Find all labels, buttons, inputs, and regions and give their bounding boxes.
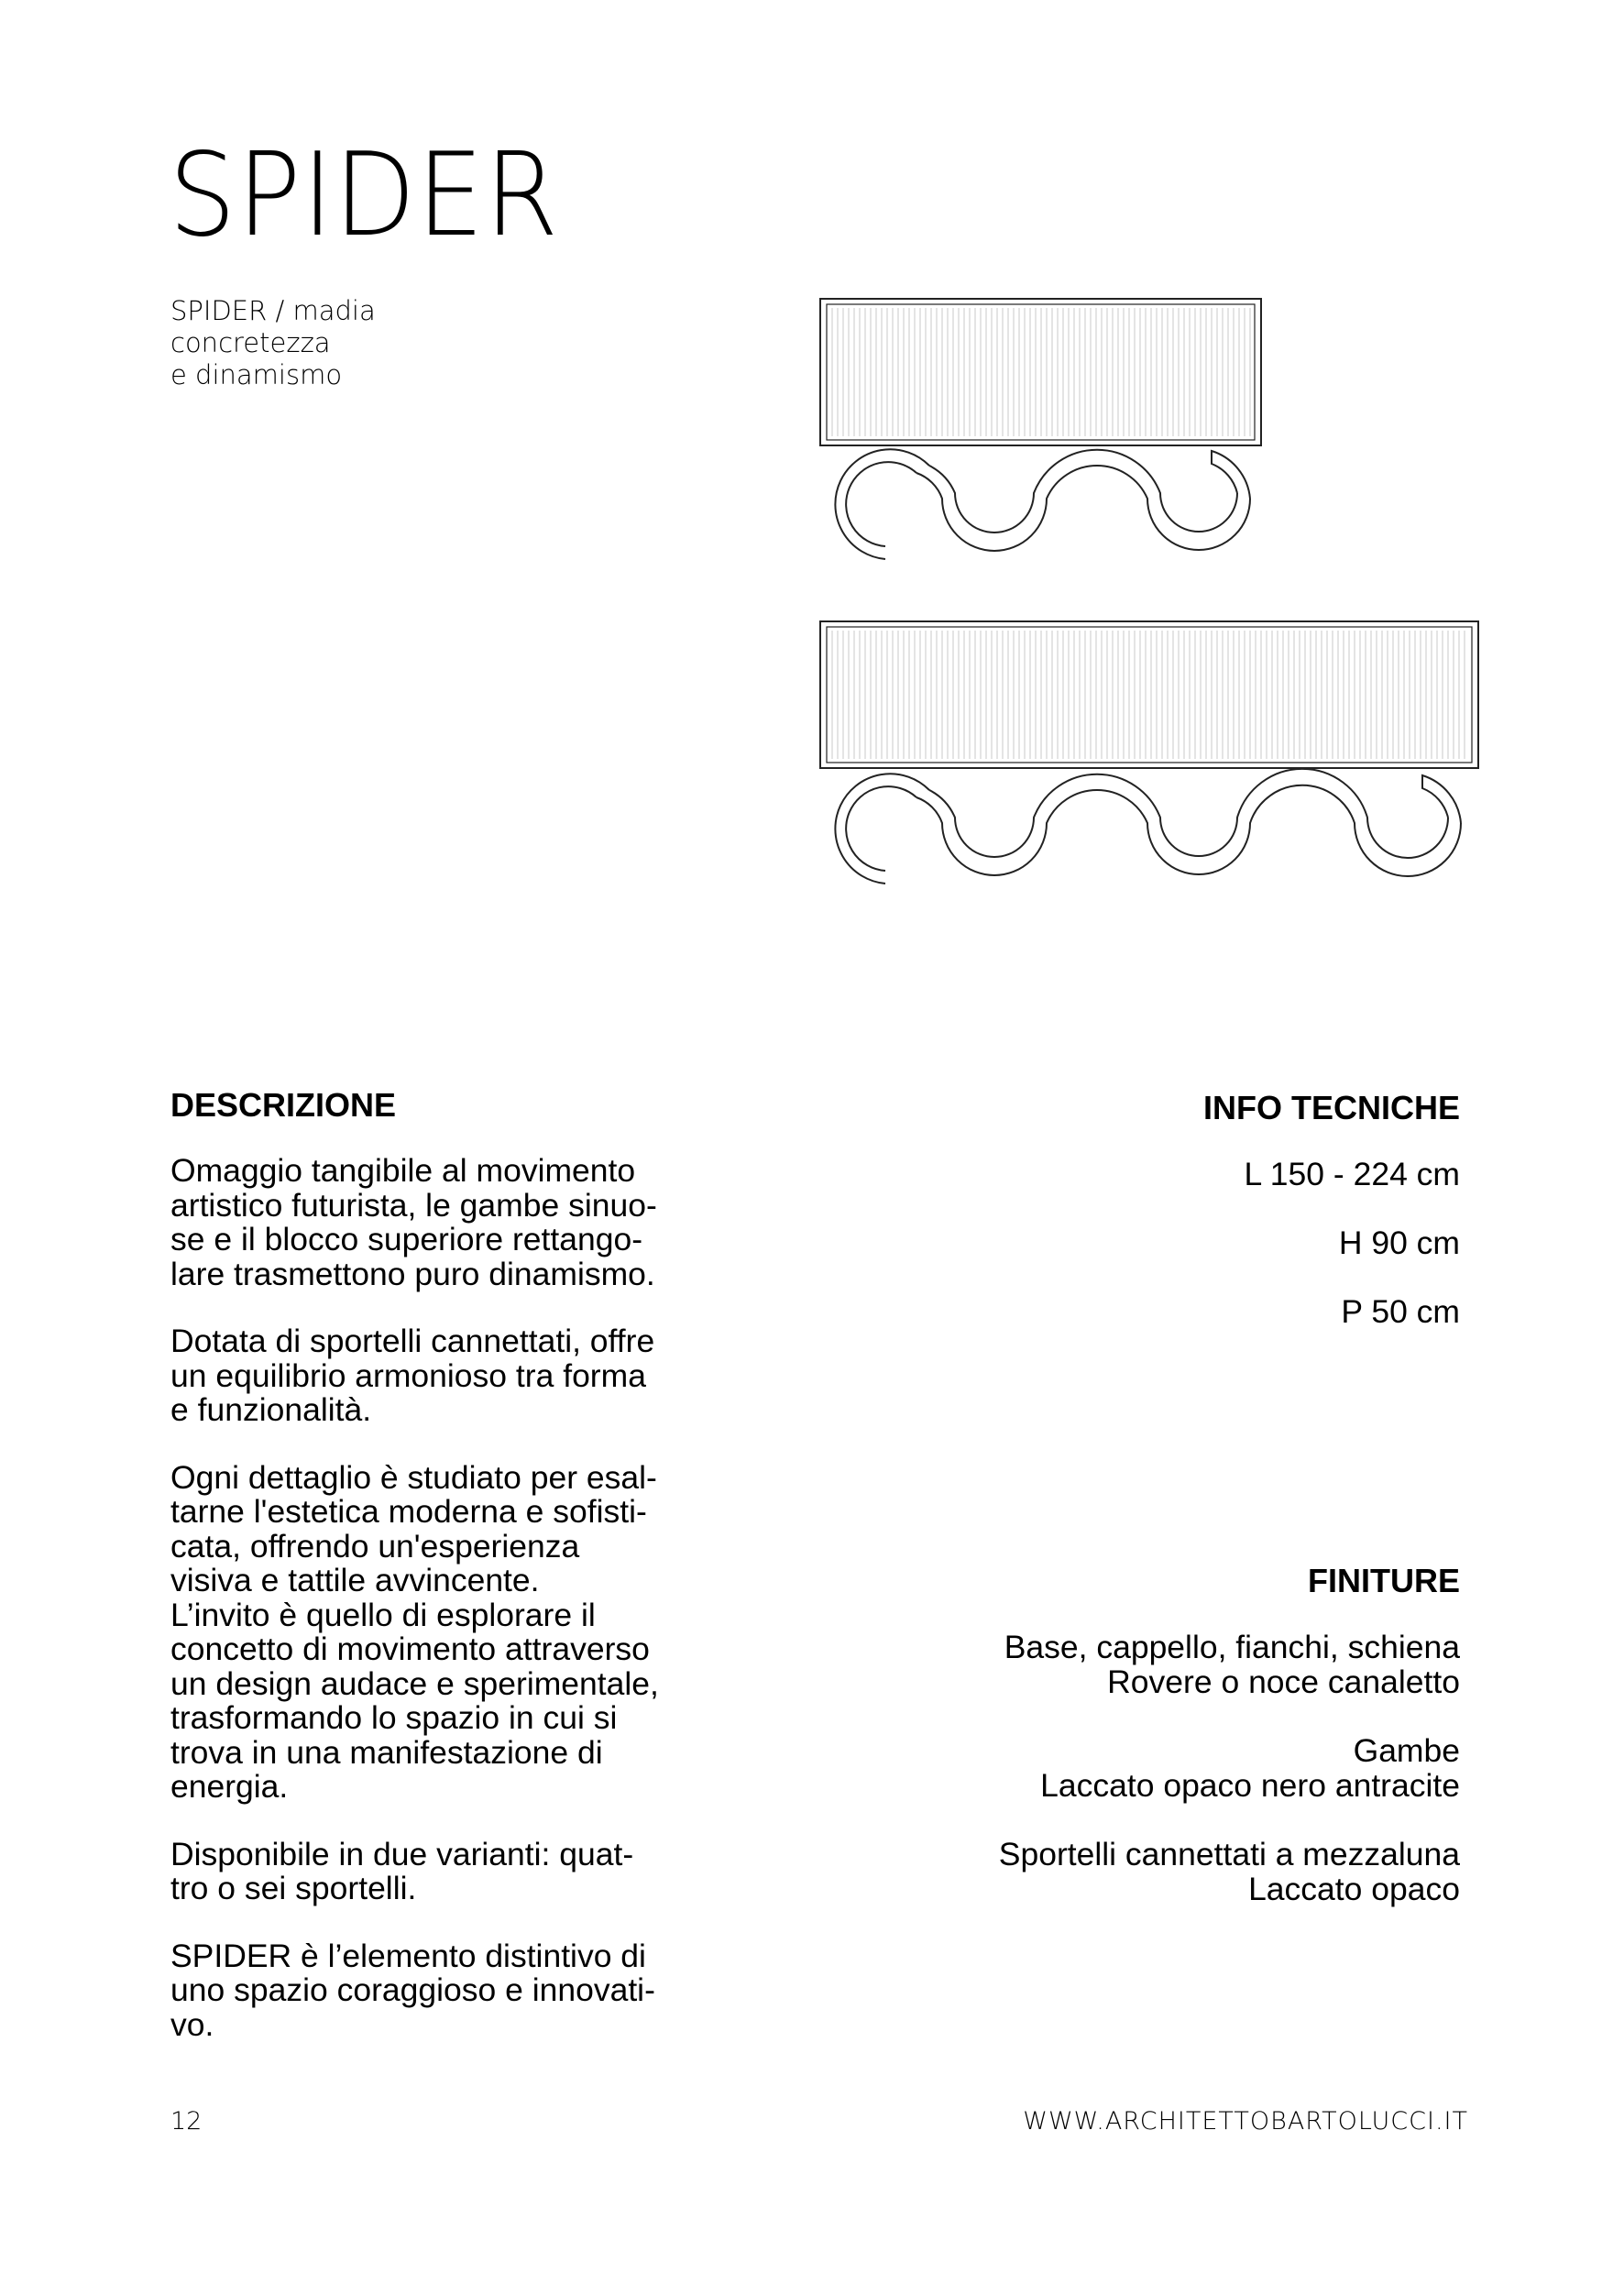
subtitle-line: concretezza	[170, 327, 331, 358]
finish-group	[818, 1630, 1460, 1699]
finish-group	[818, 1733, 1460, 1803]
description-section	[170, 1086, 702, 2075]
text-line: SPIDER è l’elemento distintivo di	[170, 1937, 646, 1974]
subtitle-line: SPIDER / madia	[170, 295, 376, 326]
finish-group	[818, 1837, 1460, 1906]
finish-material: Laccato opaco nero antracite	[1040, 1767, 1460, 1804]
text-line: Ogni dettaglio è studiato per esal-	[170, 1458, 657, 1496]
finish-material: Rovere o noce canaletto	[1107, 1664, 1460, 1700]
finish-part: Sportelli cannettati a mezzaluna	[998, 1836, 1460, 1872]
text-line: tarne l'estetica moderna e sofisti-	[170, 1493, 647, 1530]
text-line: uno spazio coraggioso e innovati-	[170, 1971, 655, 2008]
height-spec: H 90 cm	[1338, 1224, 1460, 1261]
text-line: Dotata di sportelli cannettati, offre	[170, 1323, 655, 1359]
depth-spec: P 50 cm	[1341, 1293, 1460, 1330]
text-line: un design audace e sperimentale,	[170, 1664, 659, 1702]
text-line: Omaggio tangibile al movimento	[170, 1152, 636, 1189]
finishes-heading: FINITURE	[1308, 1562, 1460, 1599]
text-line: vo.	[170, 2005, 214, 2043]
finish-material: Laccato opaco	[1248, 1871, 1460, 1907]
text-line: concetto di movimento attraverso	[170, 1631, 650, 1667]
text-line: artistico futurista, le gambe sinuo-	[170, 1186, 657, 1224]
tech-info-section	[818, 1089, 1460, 1940]
website-link[interactable]: WWW.ARCHITETTOBARTOLUCCI.IT	[1023, 2107, 1468, 2136]
text-line: e funzionalità.	[170, 1391, 372, 1428]
page-number: 12	[170, 2107, 203, 2136]
description-paragraph	[170, 1835, 702, 1906]
text-line: se e il blocco superiore rettango-	[170, 1221, 643, 1257]
text-line: visiva e tattile avvincente.	[170, 1562, 540, 1598]
text-line: tro o sei sportelli.	[170, 1870, 417, 1906]
page-title: SPIDER	[169, 127, 560, 262]
subtitle	[170, 295, 376, 391]
description-paragraph	[170, 1154, 702, 1291]
text-line: Disponibile in due varianti: quat-	[170, 1835, 634, 1872]
finish-part: Base, cappello, fianchi, schiena	[1004, 1629, 1460, 1665]
description-paragraph	[170, 1458, 702, 1805]
tech-info-heading: INFO TECNICHE	[1202, 1089, 1460, 1126]
description-paragraph	[170, 1939, 702, 2043]
text-line: energia.	[170, 1768, 289, 1805]
text-line: un equilibrio armonioso tra forma	[170, 1356, 646, 1394]
text-line: trasformando lo spazio in cui si	[170, 1699, 618, 1736]
sideboard-four-door-drawing	[819, 295, 1278, 570]
sideboard-six-door-drawing	[819, 618, 1498, 893]
text-line: lare trasmettono puro dinamismo.	[170, 1255, 655, 1292]
text-line: L’invito è quello di esplorare il	[170, 1596, 596, 1633]
subtitle-line: e dinamismo	[170, 359, 343, 390]
text-line: cata, offrendo un'esperienza	[170, 1527, 580, 1565]
description-heading: DESCRIZIONE	[170, 1086, 397, 1124]
text-line: trova in una manifestazione di	[170, 1733, 603, 1771]
finish-part: Gambe	[1353, 1732, 1460, 1769]
description-paragraph	[170, 1324, 702, 1428]
length-spec: L 150 - 224 cm	[1244, 1156, 1460, 1192]
